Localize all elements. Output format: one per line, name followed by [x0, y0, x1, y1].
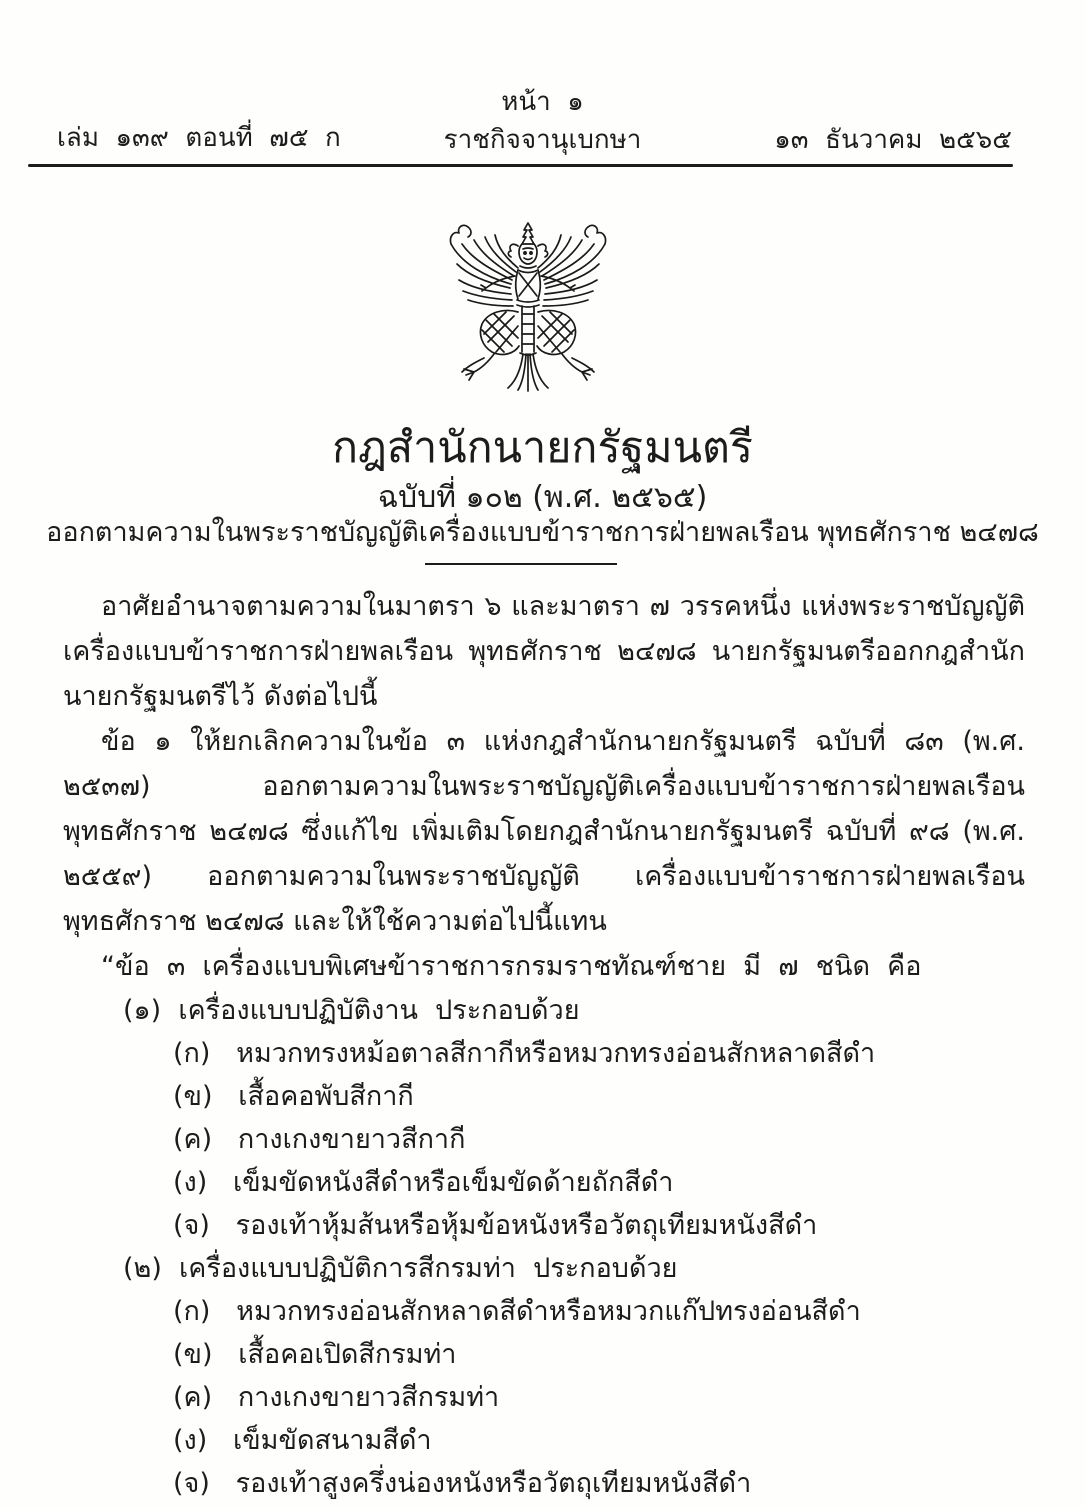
- list-2-header: (๒) เครื่องแบบปฏิบัติการสีกรมท่า ประกอบด้วย: [123, 1253, 678, 1284]
- list-item: (ก) หมวกทรงหม้อตาลสีกากีหรือหมวกทรงอ่อนสักหลาดสีดำ: [173, 1038, 876, 1069]
- list-item: (ง) เข็มขัดหนังสีดำหรือเข็มขัดด้ายถักสีดำ: [173, 1167, 674, 1198]
- list-item: (ง) เข็มขัดสนามสีดำ: [173, 1425, 432, 1456]
- list-item: (จ) รองเท้าหุ้มส้นหรือหุ้มข้อหนังหรือวัตถุเทียมหนังสีดำ: [173, 1210, 818, 1241]
- list-item: (ข) เสื้อคอพับสีกากี: [173, 1081, 414, 1112]
- list-item: (ค) กางเกงขายาวสีกากี: [173, 1124, 466, 1155]
- volume-info: เล่ม ๑๓๙ ตอนที่ ๗๕ ก: [57, 123, 341, 153]
- header-divider: [28, 164, 1013, 167]
- document-title: กฎสำนักนายกรัฐมนตรี: [331, 423, 754, 473]
- document-number: ฉบับที่ ๑๐๒ (พ.ศ. ๒๕๖๕): [377, 480, 708, 515]
- list-item: (ค) กางเกงขายาวสีกรมท่า: [173, 1382, 500, 1413]
- title-divider: [425, 563, 617, 565]
- document-body: [63, 584, 1025, 1505]
- document-subtitle: ออกตามความในพระราชบัญญัติเครื่องแบบข้าราชการฝ่ายพลเรือน พุทธศักราช ๒๔๗๘: [46, 517, 1039, 548]
- paragraph-clause-1: ข้อ ๑ ให้ยกเลิกความในข้อ ๓ แห่งกฎสำนักนายกรัฐมนตรี ฉบับที่ ๘๓ (พ.ศ. ๒๕๓๗) ออกตามความในพระราชบัญญัติเครื่องแบบข้าราชการฝ่ายพลเรือน พุทธศักราช ๒๔๗๘ ซึ่งแก้ไข เพิ่มเติมโดยกฎสำนักนายกรัฐมนตรี ฉบับที่ ๙๘ (พ.ศ. ๒๕๕๙) ออกตามความในพระราชบัญญัติ เครื่องแบบข้าราชการฝ่ายพลเรือน พุทธศักราช ๒๔๗๘ และให้ใช้ความต่อไปนี้แทน: [63, 726, 1025, 937]
- garuda-emblem: [438, 220, 618, 396]
- list-1-header: (๑) เครื่องแบบปฏิบัติงาน ประกอบด้วย: [123, 995, 580, 1026]
- page-number: หน้า ๑: [501, 87, 584, 117]
- quote-clause-3: “ข้อ ๓ เครื่องแบบพิเศษข้าราชการกรมราชทัณฑ์ชาย มี ๗ ชนิด คือ: [101, 951, 922, 982]
- list-item: (ก) หมวกทรงอ่อนสักหลาดสีดำหรือหมวกแก๊ปทรงอ่อนสีดำ: [173, 1296, 861, 1327]
- list-item: (ข) เสื้อคอเปิดสีกรมท่า: [173, 1339, 457, 1370]
- paragraph-authority: อาศัยอำนาจตามความในมาตรา ๖ และมาตรา ๗ วรรคหนึ่ง แห่งพระราชบัญญัติ เครื่องแบบข้าราชการฝ่ายพลเรือน พุทธศักราช ๒๔๗๘ นายกรัฐมนตรีออกกฎสำนักนายกรัฐมนตรีไว้ ดังต่อไปนี้: [63, 591, 1025, 712]
- list-item: (จ) รองเท้าสูงครึ่งน่องหนังหรือวัตถุเทียมหนังสีดำ: [173, 1468, 752, 1499]
- gazette-name: ราชกิจจานุเบกษา: [443, 125, 642, 155]
- publication-date: ๑๓ ธันวาคม ๒๕๖๕: [774, 125, 1012, 155]
